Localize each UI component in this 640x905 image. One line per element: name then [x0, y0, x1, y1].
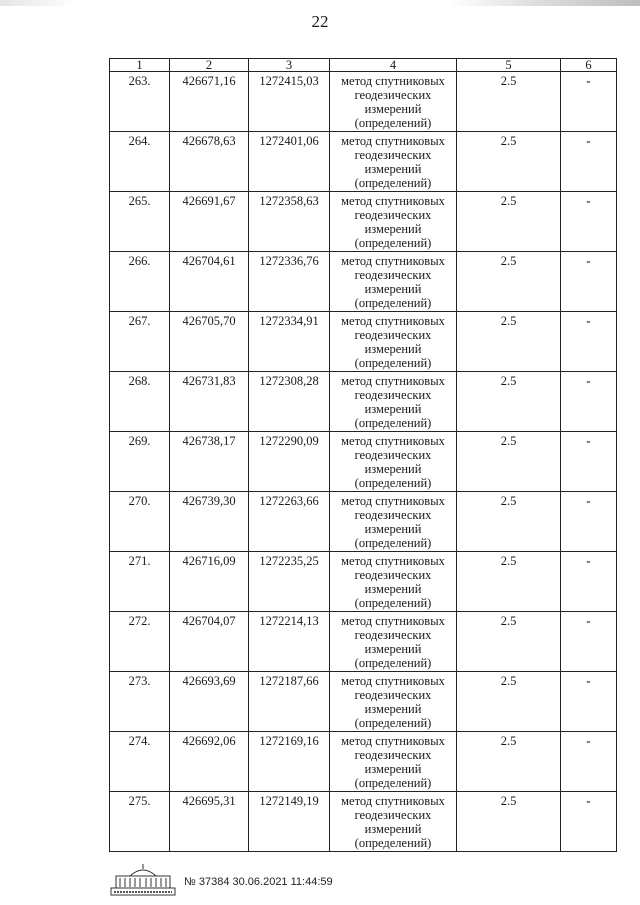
method-line: геодезических: [354, 148, 432, 162]
column-header: 3: [249, 59, 330, 72]
method-line: метод спутниковых: [341, 314, 445, 328]
table-row: [110, 672, 617, 732]
method-line: метод спутниковых: [341, 614, 445, 628]
page-number: 22: [311, 12, 329, 31]
x-coordinate-cell: 426704,07: [170, 612, 249, 672]
method-line: (определений): [354, 296, 432, 310]
point-number-cell: 269.: [110, 432, 170, 492]
method-line: измерений: [364, 282, 422, 296]
method-line: геодезических: [354, 448, 432, 462]
x-coordinate-cell: 426705,70: [170, 312, 249, 372]
method-line: измерений: [364, 402, 422, 416]
method-cell: [330, 612, 457, 672]
accuracy-cell: 2.5: [457, 372, 561, 432]
note-cell: -: [561, 132, 617, 192]
x-coordinate-cell: 426695,31: [170, 792, 249, 852]
method-cell: [330, 252, 457, 312]
method-cell: [330, 72, 457, 132]
y-coordinate-cell: 1272169,16: [249, 732, 330, 792]
method-cell: [330, 372, 457, 432]
method-line: (определений): [354, 116, 432, 130]
method-line: (определений): [354, 416, 432, 430]
note-cell: -: [561, 192, 617, 252]
column-header: 4: [330, 59, 457, 72]
method-line: (определений): [354, 836, 432, 850]
method-line: (определений): [354, 596, 432, 610]
y-coordinate-cell: 1272415,03: [249, 72, 330, 132]
table-row: [110, 192, 617, 252]
document-footer: [110, 856, 333, 896]
table-row: [110, 492, 617, 552]
accuracy-cell: 2.5: [457, 612, 561, 672]
method-line: измерений: [364, 222, 422, 236]
method-line: измерений: [364, 762, 422, 776]
method-line: геодезических: [354, 388, 432, 402]
method-line: геодезических: [354, 808, 432, 822]
method-line: геодезических: [354, 88, 432, 102]
method-line: (определений): [354, 716, 432, 730]
method-cell: [330, 792, 457, 852]
registration-stamp: № 37384 30.06.2021 11:44:59: [184, 876, 333, 888]
method-line: метод спутниковых: [341, 374, 445, 388]
method-line: измерений: [364, 642, 422, 656]
method-line: измерений: [364, 342, 422, 356]
y-coordinate-cell: 1272149,19: [249, 792, 330, 852]
x-coordinate-cell: 426693,69: [170, 672, 249, 732]
method-line: (определений): [354, 536, 432, 550]
method-line: измерений: [364, 702, 422, 716]
x-coordinate-cell: 426716,09: [170, 552, 249, 612]
method-line: метод спутниковых: [341, 134, 445, 148]
y-coordinate-cell: 1272187,66: [249, 672, 330, 732]
method-line: измерений: [364, 522, 422, 536]
table-row: [110, 552, 617, 612]
point-number-cell: 270.: [110, 492, 170, 552]
table-header-row: [110, 59, 617, 72]
x-coordinate-cell: 426691,67: [170, 192, 249, 252]
note-cell: -: [561, 792, 617, 852]
point-number-cell: 263.: [110, 72, 170, 132]
note-cell: -: [561, 672, 617, 732]
method-line: геодезических: [354, 328, 432, 342]
point-number-cell: 271.: [110, 552, 170, 612]
y-coordinate-cell: 1272308,28: [249, 372, 330, 432]
note-cell: -: [561, 372, 617, 432]
method-cell: [330, 432, 457, 492]
note-cell: -: [561, 432, 617, 492]
method-line: измерений: [364, 582, 422, 596]
method-cell: [330, 192, 457, 252]
accuracy-cell: 2.5: [457, 432, 561, 492]
table-row: [110, 432, 617, 492]
method-cell: [330, 132, 457, 192]
note-cell: -: [561, 612, 617, 672]
method-line: (определений): [354, 356, 432, 370]
y-coordinate-cell: 1272334,91: [249, 312, 330, 372]
table-row: [110, 72, 617, 132]
accuracy-cell: 2.5: [457, 792, 561, 852]
table-row: [110, 312, 617, 372]
method-line: метод спутниковых: [341, 74, 445, 88]
column-header: 5: [457, 59, 561, 72]
method-line: метод спутниковых: [341, 674, 445, 688]
note-cell: -: [561, 72, 617, 132]
accuracy-cell: 2.5: [457, 192, 561, 252]
method-line: измерений: [364, 462, 422, 476]
accuracy-cell: 2.5: [457, 492, 561, 552]
column-header: 6: [561, 59, 617, 72]
note-cell: -: [561, 312, 617, 372]
note-cell: -: [561, 252, 617, 312]
method-line: метод спутниковых: [341, 494, 445, 508]
method-line: (определений): [354, 476, 432, 490]
point-number-cell: 264.: [110, 132, 170, 192]
point-number-cell: 272.: [110, 612, 170, 672]
x-coordinate-cell: 426704,61: [170, 252, 249, 312]
method-cell: [330, 732, 457, 792]
method-line: (определений): [354, 236, 432, 250]
table-row: [110, 732, 617, 792]
method-line: геодезических: [354, 688, 432, 702]
building-seal-icon: [110, 862, 176, 896]
method-line: (определений): [354, 776, 432, 790]
method-line: метод спутниковых: [341, 734, 445, 748]
x-coordinate-cell: 426671,16: [170, 72, 249, 132]
method-cell: [330, 492, 457, 552]
x-coordinate-cell: 426678,63: [170, 132, 249, 192]
y-coordinate-cell: 1272358,63: [249, 192, 330, 252]
y-coordinate-cell: 1272214,13: [249, 612, 330, 672]
point-number-cell: 274.: [110, 732, 170, 792]
method-line: метод спутниковых: [341, 194, 445, 208]
note-cell: -: [561, 552, 617, 612]
method-cell: [330, 552, 457, 612]
column-header: 1: [110, 59, 170, 72]
accuracy-cell: 2.5: [457, 312, 561, 372]
method-cell: [330, 312, 457, 372]
point-number-cell: 268.: [110, 372, 170, 432]
method-cell: [330, 672, 457, 732]
point-number-cell: 275.: [110, 792, 170, 852]
y-coordinate-cell: 1272235,25: [249, 552, 330, 612]
method-line: измерений: [364, 822, 422, 836]
method-line: геодезических: [354, 208, 432, 222]
method-line: метод спутниковых: [341, 794, 445, 808]
table-row: [110, 252, 617, 312]
method-line: геодезических: [354, 568, 432, 582]
method-line: (определений): [354, 176, 432, 190]
x-coordinate-cell: 426692,06: [170, 732, 249, 792]
table-row: [110, 132, 617, 192]
method-line: геодезических: [354, 748, 432, 762]
point-number-cell: 267.: [110, 312, 170, 372]
method-line: метод спутниковых: [341, 554, 445, 568]
accuracy-cell: 2.5: [457, 672, 561, 732]
method-line: метод спутниковых: [341, 434, 445, 448]
accuracy-cell: 2.5: [457, 72, 561, 132]
scan-edge-artifact: [0, 0, 640, 6]
table-row: [110, 372, 617, 432]
method-line: измерений: [364, 102, 422, 116]
method-line: геодезических: [354, 628, 432, 642]
accuracy-cell: 2.5: [457, 732, 561, 792]
y-coordinate-cell: 1272290,09: [249, 432, 330, 492]
column-header: 2: [170, 59, 249, 72]
y-coordinate-cell: 1272336,76: [249, 252, 330, 312]
method-line: (определений): [354, 656, 432, 670]
accuracy-cell: 2.5: [457, 252, 561, 312]
y-coordinate-cell: 1272401,06: [249, 132, 330, 192]
accuracy-cell: 2.5: [457, 132, 561, 192]
coordinates-table: [109, 58, 617, 852]
point-number-cell: 266.: [110, 252, 170, 312]
note-cell: -: [561, 492, 617, 552]
method-line: измерений: [364, 162, 422, 176]
accuracy-cell: 2.5: [457, 552, 561, 612]
x-coordinate-cell: 426731,83: [170, 372, 249, 432]
table-row: [110, 612, 617, 672]
note-cell: -: [561, 732, 617, 792]
method-line: метод спутниковых: [341, 254, 445, 268]
table-row: [110, 792, 617, 852]
x-coordinate-cell: 426739,30: [170, 492, 249, 552]
point-number-cell: 265.: [110, 192, 170, 252]
y-coordinate-cell: 1272263,66: [249, 492, 330, 552]
point-number-cell: 273.: [110, 672, 170, 732]
method-line: геодезических: [354, 508, 432, 522]
x-coordinate-cell: 426738,17: [170, 432, 249, 492]
method-line: геодезических: [354, 268, 432, 282]
